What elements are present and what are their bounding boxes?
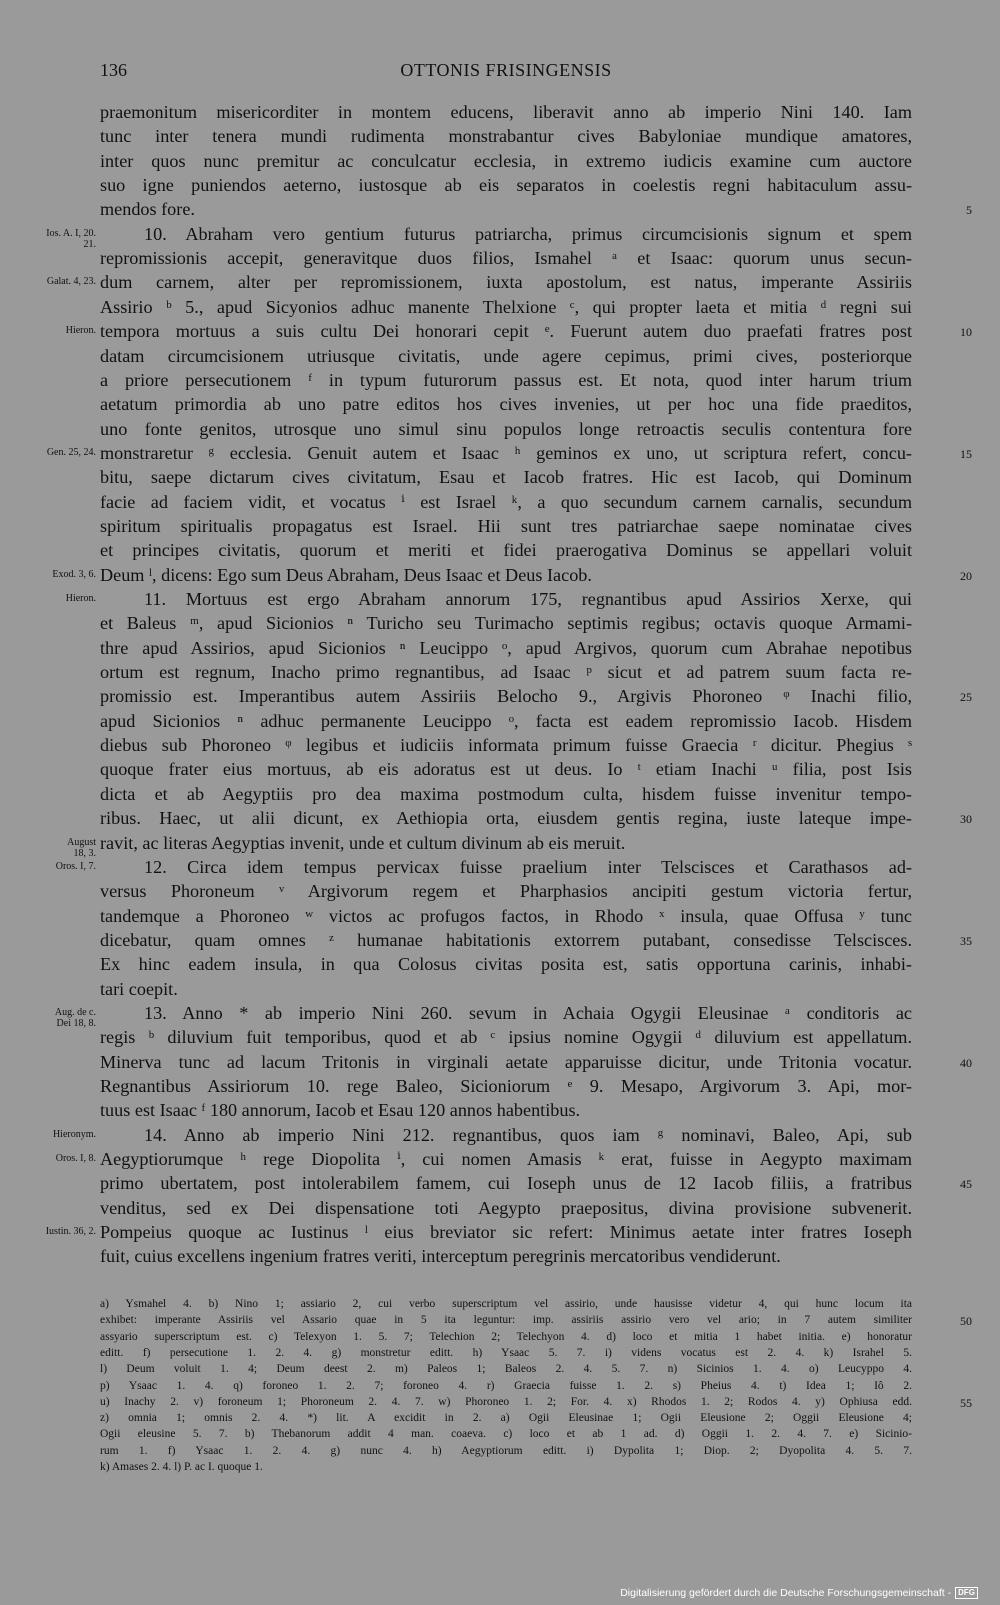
text-line: datam circumcisionem utriusque civitatis, unde agere cepimus, primi cives, posteriorque <box>100 345 912 366</box>
margin-reference: Aug. de c. Dei 18, 8. <box>54 1006 96 1029</box>
text-line: diebus sub Phoroneo ᵠ legibus et iudiciis informata primum fuisse Graecia ʳ dicitur. Phegius ˢ <box>100 735 912 756</box>
text-line: ravit, ac literas Aegyptias invenit, unde et cultum divinum ab eis meruit. <box>100 832 626 853</box>
running-title: OTTONIS FRISINGENSIS <box>400 60 612 80</box>
margin-reference: Hieronym. <box>52 1128 96 1140</box>
text-line: fuit, cuius excellens ingenium fratres veriti, interceptum peregrinis mercatoribus vendiderunt. <box>100 1246 781 1267</box>
text-line: Minerva tunc ad lacum Tritonis in virginali aetate apparuisse dicitur, unde Tritonia vocatur. <box>100 1051 912 1072</box>
text-line: tari coepit. <box>100 978 178 999</box>
text-line: versus Phoroneum ᵛ Argivorum regem et Pharphasios ancipiti gestum victoria fertur, <box>100 881 912 902</box>
margin-reference: Hieron. <box>65 593 96 604</box>
text-line: Regnantibus Assiriorum 10. rege Baleo, Sicioniorum ᵉ 9. Mesapo, Argivorum 3. Api, mor- <box>100 1076 912 1096</box>
text-line: promissio est. Imperantibus autem Assiriis Belocho 9., Argivis Phoroneo ᵠ Inachi filio, <box>100 686 912 707</box>
margin-reference: August 18, 3. <box>67 836 96 859</box>
line-number: 15 <box>960 446 972 461</box>
page-header <box>100 60 912 90</box>
footnote-line: u) Inachy 2. v) foroneum 1; Phoroneum 2. 4. 7. w) Phoroneo 1. 2; For. 4. x) Rhodos 1. 2; Rodos 4. y) Ophiusa edd. <box>100 1395 912 1408</box>
page-number: 136 <box>100 60 127 80</box>
text-line: aetatum primordia ab uno patre editos hos cives invenies, ut per hoc una fide praeditos, <box>100 394 912 415</box>
text-line: et principes civitatis, quorum et meriti et fidei praerogativa Dominus se appellari voluit <box>100 540 912 561</box>
footnote-line: editt. f) persecutione 1. 2. 4. g) monstretur editt. h) Ysaac 5. 7. i) videns vocatus est 2. 4. k) Israhel 5. <box>100 1346 912 1359</box>
footnote-line: a) Ysmahel 4. b) Nino 1; assiario 2, cui verbo superscriptum vel assirio, unde hausisse videtur 4, qui hunc locum ita <box>100 1298 912 1310</box>
text-line: Aegyptiorumque ʰ rege Diopolita ⁱ, cui nomen Amasis ᵏ erat, fuisse in Aegypto maximam <box>100 1149 912 1170</box>
text-line: 11. Mortuus est ergo Abraham annorum 175, regnantibus apud Assirios Xerxe, qui <box>144 589 912 609</box>
text-line: 10. Abraham vero gentium futurus patriarcha, primus circumcisionis signum et spem <box>144 223 912 244</box>
text-line: ribus. Haec, ut alii dicunt, ex Aethiopia orta, eiusdem gentis regina, iuste lateque impe- <box>100 808 912 829</box>
text-line: a priore persecutionem ᶠ in typum futurorum passus est. Et nota, quod inter harum trium <box>100 369 912 390</box>
line-number: 45 <box>960 1177 972 1192</box>
margin-reference: Ios. A. I, 20. 21. <box>46 227 96 250</box>
footnote-line: k) Amases 2. 4. l) P. ac I. quoque 1. <box>100 1461 263 1473</box>
text-line: tandemque a Phoroneo ʷ victos ac profugos factos, in Rhodo ˣ insula, quae Offusa ʸ tunc <box>100 905 912 926</box>
margin-reference: Gen. 25, 24. <box>46 446 96 458</box>
text-line: Deum ˡ, dicens: Ego sum Deus Abraham, Deus Isaac et Deus Iacob. <box>100 564 592 585</box>
text-line: et Baleus ᵐ, apud Sicionios ⁿ Turicho seu Turimacho septimis regibus; octavis quoque Armami- <box>100 613 912 634</box>
credit-text: Digitalisierung gefördert durch die Deutsche Forschungsgemeinschaft - <box>620 1587 952 1599</box>
margin-reference: Hieron. <box>65 325 96 337</box>
margin-reference: Iustin. 36, 2. <box>45 1226 96 1238</box>
text-line: 12. Circa idem tempus pervicax fuisse praelium inter Telscisces et Carathasos ad- <box>144 856 912 877</box>
text-line: Pompeius quoque ac Iustinus ˡ eius breviator sic refert: Minimus aetate inter fratres Ioseph <box>100 1222 912 1243</box>
footnote-line: z) omnia 1; omnis 2. 4. *) lit. A excidit in 2. a) Ogii Eleusinae 1; Ogii Eleusione 2; Oggii Eleusione 4; <box>100 1412 912 1425</box>
text-line: uno fonte genitos, utrosque uno simul sinu populos longe retroactis seculis contentura fore <box>100 418 912 439</box>
line-number: 55 <box>960 1395 972 1410</box>
text-line: thre apud Assirios, apud Sicionios ⁿ Leucippo ᵒ, apud Argivos, quorum cum Abrahae nepotibus <box>100 637 912 658</box>
text-line: facie ad faciem vidit, et vocatus ⁱ est Israel ᵏ, a quo secundum carnem carnalis, secundum <box>100 491 912 512</box>
line-number: 35 <box>960 933 972 948</box>
text-line: dicebatur, quam omnes ᶻ humanae habitationis extorrem putabant, consedisse Telscisces. <box>100 929 912 950</box>
text-line: venditus, sed ex Dei dispensatione toti Aegypto praepositus, divina provisione subvenerit. <box>100 1197 912 1218</box>
text-line: apud Sicionios ⁿ adhuc permanente Leucippo ᵒ, facta est eadem repromissio Iacob. Hisdem <box>100 710 912 731</box>
line-number: 10 <box>960 325 972 340</box>
margin-reference: Oros. I, 8. <box>55 1153 96 1165</box>
text-line: 14. Anno ab imperio Nini 212. regnantibus, quos iam ᵍ nominavi, Baleo, Api, sub <box>144 1124 912 1145</box>
text-line: tunc inter tenera mundi rudimenta monstrabantur cives Babyloniae mundique amatores, <box>100 126 912 147</box>
text-line: dicta et ab Aegyptiis pro dea maxima postmodum culta, hisdem fuisse invenitur tempo- <box>100 783 912 804</box>
dfg-logo-icon: DFG <box>955 1587 978 1599</box>
footnote-line: exhibet: imperante Assiriis vel Assario quae in 5 ita leguntur: imp. assiriis assirio vero vel ario; in 7 autem similiter <box>100 1314 912 1327</box>
margin-reference: Exod. 3, 6. <box>52 568 96 580</box>
line-number: 20 <box>960 568 972 583</box>
line-number: 30 <box>960 812 972 827</box>
text-line: ortum est regnum, Inacho primo regnantibus, ad Isaac ᵖ sicut et ad patrem suum facta re- <box>100 662 912 683</box>
line-number: 5 <box>966 203 972 218</box>
text-line: tempora mortuus a suis cultu Dei honorari cepit ᵉ. Fuerunt autem duo praefati fratres post <box>100 321 912 342</box>
text-line: inter quos nunc premitur ac conculcatur ecclesia, in extremo iudicis examine cum auctore <box>100 150 912 171</box>
line-number: 40 <box>960 1055 972 1070</box>
text-line: spiritum spiritualis propagatus est Israel. Hii sunt tres patriarchae saepe nominatae cives <box>100 515 912 536</box>
text-line: primo ubertatem, post intolerabilem famem, cui Ioseph unus de 12 Iacob filiis, a fratribus <box>100 1173 912 1194</box>
text-line: tuus est Isaac ᶠ 180 annorum, Iacob et Esau 120 annos habentibus. <box>100 1100 581 1121</box>
footnote-line: rum 1. f) Ysaac 1. 2. 4. g) nunc 4. h) Aegyptiorum editt. i) Dypolita 1; Diop. 2; Dyopolita 4. 5. 7. <box>100 1444 912 1457</box>
digitization-credit <box>620 1587 978 1599</box>
line-number: 25 <box>960 690 972 705</box>
text-line: quoque frater eius mortuus, ab eis adoratus est ut deus. Io ᵗ etiam Inachi ᵘ filia, post Isis <box>100 759 912 780</box>
text-line: bitu, saepe dictarum cives civitatum, Esau et Iacob fratres. Hic est Iacob, qui Dominum <box>100 467 912 488</box>
text-line: Assirio ᵇ 5., apud Sicyonios adhuc manente Thelxione ᶜ, qui propter laeta et mitia ᵈ regni sui <box>100 296 912 317</box>
margin-reference: Oros. I, 7. <box>55 860 96 872</box>
text-line: Ex hinc eadem insula, in qua Colosus civitas posita est, satis opportuna carinis, inhabi- <box>100 954 912 975</box>
text-line: monstraretur ᵍ ecclesia. Genuit autem et Isaac ʰ geminos ex uno, ut scriptura refert, concu- <box>100 442 912 463</box>
footnote-line: l) Deum voluit 1. 4; Deum deest 2. m) Paleos 1; Baleos 2. 4. 5. 7. n) Sicinios 1. 4. o) Leucyppo 4. <box>100 1363 912 1376</box>
line-number: 50 <box>960 1314 972 1329</box>
text-line: regis ᵇ diluvium fuit temporibus, quod et ab ᶜ ipsius nomine Ogygii ᵈ diluvium est appellatum. <box>100 1027 912 1048</box>
text-line: praemonitum misericorditer in montem educens, liberavit anno ab imperio Nini 140. Iam <box>100 102 912 122</box>
text-line: mendos fore. <box>100 199 195 220</box>
footnote-line: Ogii eleusine 5. 7. b) Thebanorum addit 4 man. coaeva. c) loco et ab 1 ad. d) Oggii 1. 2. 4. 7. e) Sicinio- <box>100 1428 912 1441</box>
footnote-line: assyario superscriptum est. c) Telexyon 1. 5. 7; Telechion 2; Telechyon 4. d) loco et mitia 1 habet initia. e) honoratur <box>100 1330 912 1343</box>
margin-reference: Galat. 4, 23. <box>46 276 96 288</box>
text-line: dum carnem, alter per repromissionem, iuxta apostolum, est natus, imperante Assiriis <box>100 272 912 293</box>
text-line: repromissionis accepit, generavitque duos filios, Ismahel ᵃ et Isaac: quorum unus secun- <box>100 248 912 269</box>
text-line: suo igne puniendos aeterno, iustosque ab eis separatos in coelestis regni habitaculum assu- <box>100 175 912 196</box>
footnote-line: p) Ysaac 1. 4. q) foroneo 1. 2. 7; foroneo 4. r) Graecia fuisse 1. 2. s) Pheius 4. t) Idea 1; Iô 2. <box>100 1379 912 1392</box>
text-line: 13. Anno * ab imperio Nini 260. sevum in Achaia Ogygii Eleusinae ᵃ conditoris ac <box>144 1002 912 1023</box>
